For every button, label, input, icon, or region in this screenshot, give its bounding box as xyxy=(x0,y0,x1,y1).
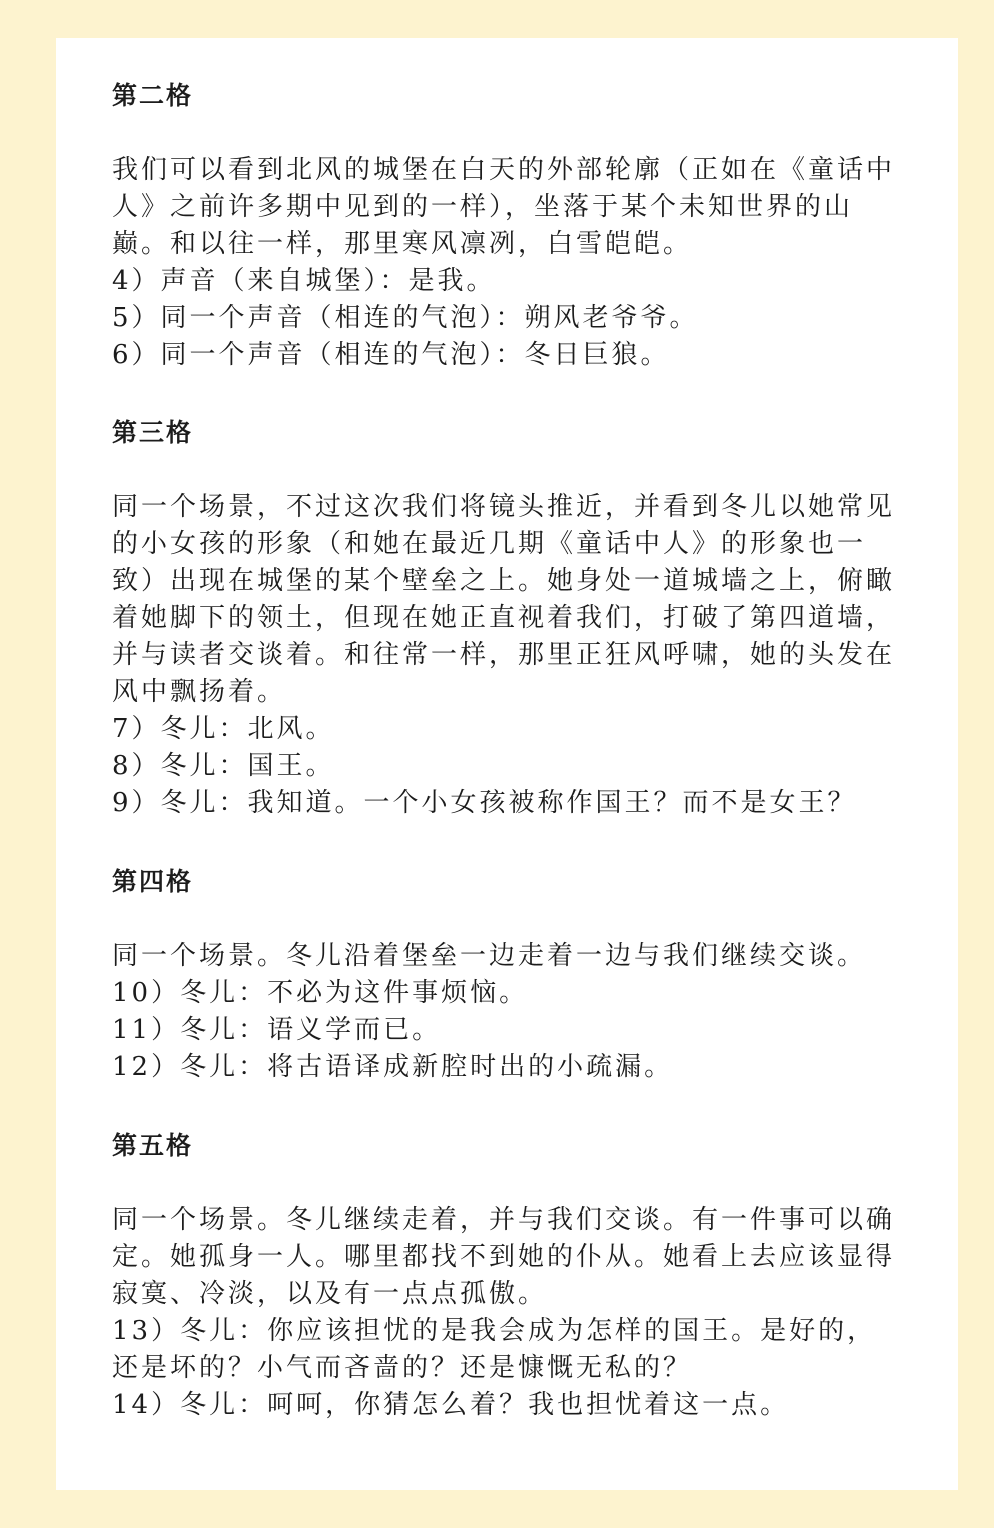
panel-section-3 xyxy=(112,415,902,822)
dialogue-line: 14）冬儿：呵呵，你猜怎么着？我也担忧着这一点。 xyxy=(112,1390,790,1420)
dialogue-line: 6）同一个声音（相连的气泡）：冬日巨狼。 xyxy=(112,340,670,370)
dialogue-line: 4）声音（来自城堡）：是我。 xyxy=(112,266,496,296)
scene-description: 同一个场景。冬儿沿着堡垒一边走着一边与我们继续交谈。 xyxy=(112,941,867,971)
dialogue-line: 10）冬儿：不必为这件事烦恼。 xyxy=(112,978,529,1008)
scene-description: 同一个场景。冬儿继续走着，并与我们交谈。有一件事可以确定。她孤身一人。哪里都找不到她的仆从。她看上去应该显得寂寞、冷淡，以及有一点点孤傲。 xyxy=(112,1205,896,1309)
dialogue-line: 8）冬儿：国王。 xyxy=(112,751,335,781)
section-heading: 第四格 xyxy=(112,867,194,896)
document-page xyxy=(56,38,958,1490)
panel-section-4 xyxy=(112,864,902,1086)
section-heading: 第二格 xyxy=(112,81,194,110)
scene-description: 同一个场景，不过这次我们将镜头推近，并看到冬儿以她常见的小女孩的形象（和她在最近几期《童话中人》的形象也一致）出现在城堡的某个壁垒之上。她身处一道城墙之上，俯瞰着她脚下的领土，但现在她正直视着我们，打破了第四道墙，并与读者交谈着。和往常一样，那里正狂风呼啸，她的头发在风中飘扬着。 xyxy=(112,492,896,707)
panel-section-5 xyxy=(112,1128,902,1424)
dialogue-line: 12）冬儿：将古语译成新腔时出的小疏漏。 xyxy=(112,1052,674,1082)
scene-description: 我们可以看到北风的城堡在白天的外部轮廓（正如在《童话中人》之前许多期中见到的一样），坐落于某个未知世界的山巅。和以往一样，那里寒风凛冽，白雪皑皑。 xyxy=(112,155,896,259)
dialogue-line: 13）冬儿：你应该担忧的是我会成为怎样的国王。是好的，还是坏的？小气而吝啬的？还是慷慨无私的？ xyxy=(112,1316,877,1383)
panel-section-2 xyxy=(112,78,902,374)
dialogue-line: 7）冬儿：北风。 xyxy=(112,714,335,744)
section-heading: 第五格 xyxy=(112,1131,194,1160)
dialogue-line: 11）冬儿：语义学而已。 xyxy=(112,1015,442,1045)
dialogue-line: 9）冬儿：我知道。一个小女孩被称作国王？而不是女王？ xyxy=(112,788,857,818)
section-heading: 第三格 xyxy=(112,418,194,447)
dialogue-line: 5）同一个声音（相连的气泡）：朔风老爷爷。 xyxy=(112,303,699,333)
